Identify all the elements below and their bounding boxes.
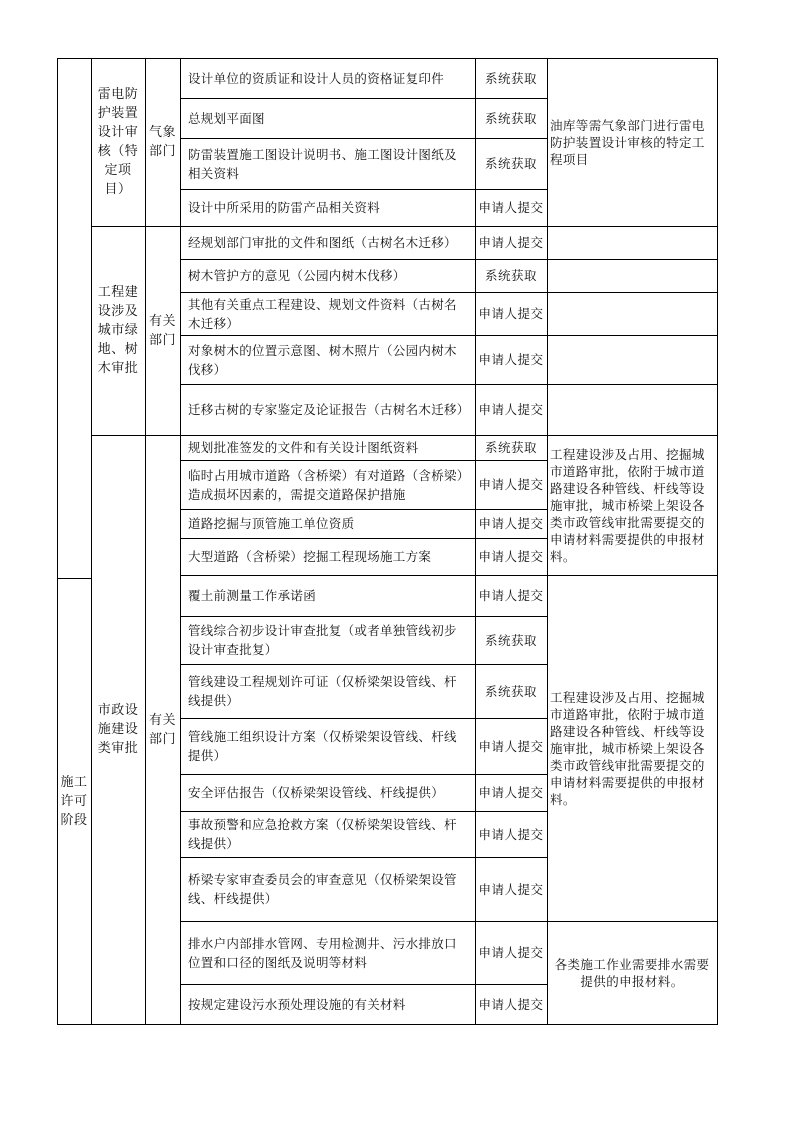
source-text: 申请人提交 xyxy=(478,352,544,367)
document-cell xyxy=(180,98,475,138)
document-text: 防雷装置施工图设计说明书、施工图设计图纸及相关资料 xyxy=(188,146,457,181)
source-cell xyxy=(475,460,547,509)
document-text: 桥梁专家审查委员会的审查意见（仅桥梁架设管线、杆线提供） xyxy=(188,872,457,906)
section-dept-lightning xyxy=(145,58,180,226)
stage-label-text: 施工 许可 阶段 xyxy=(60,774,88,828)
document-cell xyxy=(180,509,475,538)
document-cell xyxy=(180,189,475,226)
document-text: 迁移古树的专家鉴定及论证报告（古树名木迁移） xyxy=(188,402,470,417)
source-cell xyxy=(475,509,547,538)
document-text: 树木管护方的意见（公园内树木伐移） xyxy=(188,268,406,283)
table-rule xyxy=(547,292,718,293)
table-rule xyxy=(180,538,548,539)
source-text: 申请人提交 xyxy=(478,306,544,321)
document-text: 临时占用城市道路（含桥梁）有对道路（含桥梁）造成损坏因素的，需提交道路保护措施 xyxy=(188,467,464,502)
document-text: 总规划平面图 xyxy=(188,110,265,126)
document-text: 设计单位的资质证和设计人员的资格证复印件 xyxy=(188,70,445,86)
table-rule xyxy=(180,226,548,227)
source-cell xyxy=(475,538,547,575)
document-text: 按规定建设污水预处理设施的有关材料 xyxy=(188,996,406,1012)
source-text: 申请人提交 xyxy=(478,881,544,897)
source-cell xyxy=(475,857,547,921)
table-rule xyxy=(57,58,58,1025)
document-cell xyxy=(180,575,475,616)
document-cell xyxy=(180,718,475,774)
source-cell xyxy=(475,774,547,811)
table-rule xyxy=(57,1024,718,1025)
section-label-text: 工程建 设涉及 城市绿 地、树 木审批 xyxy=(97,285,139,376)
table-rule xyxy=(180,189,548,190)
document-text: 安全评估报告（仅桥梁架设管线、杆线提供） xyxy=(188,785,445,800)
document-text: 管线建设工程规划许可证（仅桥梁架设管线、杆线提供） xyxy=(188,674,457,708)
source-text: 系统获取 xyxy=(484,268,537,283)
table-rule xyxy=(547,921,718,922)
table-rule xyxy=(547,435,718,436)
table-rule xyxy=(57,58,718,59)
table-rule xyxy=(57,578,92,579)
table-rule xyxy=(180,460,548,461)
table-rule xyxy=(180,435,548,436)
section-dept-text: 有关 部门 xyxy=(148,313,176,348)
source-cell xyxy=(475,226,547,259)
note-lightning xyxy=(547,58,717,226)
table-rule xyxy=(180,857,548,858)
source-cell xyxy=(475,189,547,226)
source-cell xyxy=(475,335,547,384)
document-cell xyxy=(180,58,475,98)
table-rule xyxy=(180,774,548,775)
table-rule xyxy=(547,58,548,1025)
table-rule xyxy=(180,664,548,665)
section-label-greenland xyxy=(91,226,145,435)
document-text: 大型道路（含桥梁）挖掘工程现场施工方案 xyxy=(188,549,432,564)
note-text: 工程建设涉及占用、挖掘城市道路审批，依附于城市道路建设各种管线、杆线等设施审批，城市桥梁上架设各类市政管线审批需要提交的申请材料需要提供的申报材料。 xyxy=(550,446,705,564)
section-label-municipal xyxy=(91,435,145,1024)
section-dept-text: 有关 部门 xyxy=(148,712,176,747)
note-road-1 xyxy=(547,435,717,575)
document-cell xyxy=(180,921,475,984)
document-text: 管线综合初步设计审查批复（或者单独管线初步设计审查批复） xyxy=(188,623,457,657)
source-cell xyxy=(475,921,547,984)
source-text: 申请人提交 xyxy=(478,402,544,417)
source-text: 系统获取 xyxy=(484,632,537,648)
section-label-lightning xyxy=(91,58,145,226)
source-text: 系统获取 xyxy=(484,440,537,455)
source-cell xyxy=(475,984,547,1024)
source-text: 申请人提交 xyxy=(478,738,544,754)
document-cell xyxy=(180,811,475,857)
note-drainage xyxy=(547,921,717,1024)
source-text: 申请人提交 xyxy=(478,200,544,215)
document-cell xyxy=(180,774,475,811)
source-text: 申请人提交 xyxy=(478,945,544,960)
note-text: 各类施工作业需要排水需要提供的申报材料。 xyxy=(554,956,710,989)
document-cell xyxy=(180,384,475,435)
document-cell xyxy=(180,259,475,292)
table-rule xyxy=(180,616,548,617)
table-rule xyxy=(475,58,476,1025)
document-cell xyxy=(180,857,475,921)
source-cell xyxy=(475,259,547,292)
section-dept-greenland xyxy=(145,226,180,435)
document-cell xyxy=(180,538,475,575)
document-text: 管线施工组织设计方案（仅桥梁架设管线、杆线提供） xyxy=(188,729,457,763)
table-rule xyxy=(180,259,548,260)
table-rule xyxy=(547,335,718,336)
document-text: 其他有关重点工程建设、规划文件资料（古树名木迁移） xyxy=(188,296,457,331)
document-text: 设计中所采用的防雷产品相关资料 xyxy=(188,200,381,215)
document-cell xyxy=(180,664,475,718)
document-cell xyxy=(180,984,475,1024)
source-text: 申请人提交 xyxy=(478,235,544,250)
table-rule xyxy=(91,435,181,436)
table-rule xyxy=(180,58,181,1025)
document-text: 事故预警和应急抢救方案（仅桥梁架设管线、杆线提供） xyxy=(188,817,457,851)
source-text: 申请人提交 xyxy=(478,826,544,842)
source-text: 申请人提交 xyxy=(478,588,544,603)
document-cell xyxy=(180,138,475,189)
table-rule xyxy=(91,226,181,227)
source-cell xyxy=(475,575,547,616)
source-cell xyxy=(475,292,547,335)
table-rule xyxy=(180,575,548,576)
document-cell xyxy=(180,616,475,664)
source-cell xyxy=(475,384,547,435)
table-rule xyxy=(547,226,718,227)
document-text: 经规划部门审批的文件和图纸（古树名木迁移） xyxy=(188,235,457,250)
source-cell xyxy=(475,664,547,718)
document-text: 排水户内部排水管网、专用检测井、污水排放口位置和口径的图纸及说明等材料 xyxy=(188,935,457,970)
source-text: 申请人提交 xyxy=(478,996,544,1012)
document-cell xyxy=(180,335,475,384)
table-rule xyxy=(717,58,718,1025)
table-rule xyxy=(91,58,92,1025)
source-cell xyxy=(475,616,547,664)
table-rule xyxy=(547,575,718,576)
source-text: 系统获取 xyxy=(484,70,537,86)
source-cell xyxy=(475,138,547,189)
source-cell xyxy=(475,58,547,98)
document-cell xyxy=(180,460,475,509)
section-label-text: 雷电防 护装置 设计审 核（特 定项 目） xyxy=(97,87,139,197)
source-text: 系统获取 xyxy=(484,156,537,171)
table-rule xyxy=(180,98,548,99)
table-rule xyxy=(180,292,548,293)
stage-label xyxy=(57,578,91,1024)
source-cell xyxy=(475,718,547,774)
table-rule xyxy=(180,921,548,922)
document-text: 对象树木的位置示意图、树木照片（公园内树木伐移） xyxy=(188,342,457,377)
source-text: 申请人提交 xyxy=(478,785,544,800)
source-cell xyxy=(475,811,547,857)
document-cell xyxy=(180,226,475,259)
source-text: 申请人提交 xyxy=(478,477,544,492)
source-text: 申请人提交 xyxy=(478,516,544,531)
section-dept-text: 气象 部门 xyxy=(148,125,176,159)
table-rule xyxy=(180,509,548,510)
source-text: 系统获取 xyxy=(484,683,537,699)
source-cell xyxy=(475,435,547,460)
table-rule xyxy=(145,58,146,1025)
document-text: 规划批准签发的文件和有关设计图纸资料 xyxy=(188,440,419,455)
table-rule xyxy=(180,138,548,139)
table-rule xyxy=(180,811,548,812)
document-text: 道路挖掘与顶管施工单位资质 xyxy=(188,516,355,531)
document-cell xyxy=(180,292,475,335)
note-text: 油库等需气象部门进行雷电防护装置设计审核的特定工程项目 xyxy=(550,117,705,167)
table-rule xyxy=(547,384,718,385)
table-rule xyxy=(180,335,548,336)
note-text: 工程建设涉及占用、挖掘城市道路审批，依附于城市道路建设各种管线、杆线等设施审批，城市桥梁上架设各类市政管线审批需要提交的申请材料需要提供的申报材料。 xyxy=(550,689,705,807)
table-rule xyxy=(180,984,548,985)
source-text: 系统获取 xyxy=(484,110,537,126)
section-label-text: 市政设 施建设 类审批 xyxy=(97,703,139,756)
section-dept-municipal xyxy=(145,435,180,1024)
table-rule xyxy=(180,718,548,719)
table-rule xyxy=(547,259,718,260)
table-rule xyxy=(180,384,548,385)
source-cell xyxy=(475,98,547,138)
document-text: 覆土前测量工作承诺函 xyxy=(188,588,317,603)
source-text: 申请人提交 xyxy=(478,549,544,564)
note-road-2 xyxy=(547,575,717,921)
document-cell xyxy=(180,435,475,460)
